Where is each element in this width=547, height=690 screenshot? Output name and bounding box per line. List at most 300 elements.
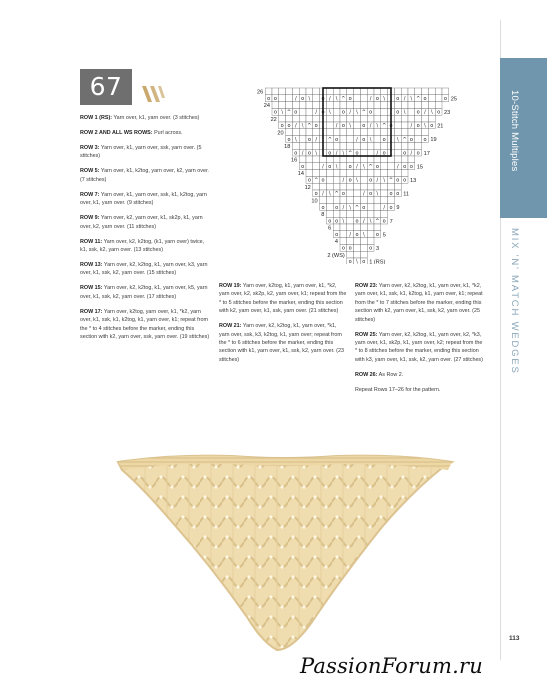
chart-cell: [360, 102, 367, 109]
chart-cell: [401, 122, 408, 129]
chart-cell: [360, 244, 367, 251]
chart-cell: [320, 197, 327, 204]
row-label: ROW 2 AND ALL WS ROWS:: [80, 130, 153, 136]
chart-cell: [415, 102, 422, 109]
chart-symbol: o: [294, 150, 298, 157]
chart-cell: [374, 102, 381, 109]
chart-cell: [333, 156, 340, 163]
chart-symbol: ^: [375, 218, 380, 225]
chart-cell: [360, 129, 367, 136]
chart-cell: [340, 156, 347, 163]
chart-symbol: \: [328, 191, 331, 198]
chart-cell: [360, 142, 367, 149]
chart-symbol: \: [301, 123, 304, 130]
chart-cell: [333, 129, 340, 136]
chart-cell: [354, 115, 361, 122]
chart-symbol: \: [369, 218, 372, 225]
chart-symbol: o: [423, 136, 427, 143]
chart-row-label-rs: 1 (RS): [369, 259, 386, 264]
chart-cell: [388, 170, 395, 177]
chart-cell: [367, 115, 374, 122]
chart-symbol: \: [356, 109, 358, 116]
row-text: Yarn over, k2tog, k1, yarn over, k1, *k2, yarn over, k2, sk2p, k2, yarn over, k1; repeat from the * to 5 stitches before the marker, ending this section with k2, yarn over, k1, ssk, yarn over. (21 stitches): [219, 283, 347, 315]
chart-cell: [279, 102, 286, 109]
chart-cell: [333, 210, 340, 217]
row-text: Yarn over, k2tog, yarn over, k1, *k2, yarn over, k1, ssk, k1, k2tog, k1, yarn over, k1; repeat from the * to 4 stitches before the marker, ending this section with k2, yarn over, ssk, yarn over. (19 stitches): [80, 308, 210, 341]
row-label: ROW 15:: [80, 285, 103, 292]
chart-symbol: o: [362, 136, 366, 143]
chart-cell: [347, 170, 354, 177]
instructions-column-3: [355, 282, 485, 401]
chart-symbol: /: [328, 96, 331, 102]
chart-row-label-rs: 23: [444, 110, 451, 116]
chart-symbol: o: [273, 109, 277, 116]
chart-cell: [374, 115, 381, 122]
chart-symbol: \: [281, 109, 284, 116]
chart-cell: [381, 190, 388, 197]
chart-cell: [313, 170, 320, 177]
chart-symbol: o: [362, 259, 366, 264]
chart-cell: [340, 115, 347, 122]
chart-symbol: /: [410, 123, 413, 130]
chart-cell: [272, 88, 279, 95]
chart-symbol: o: [335, 204, 339, 211]
chart-symbol: /: [335, 123, 338, 130]
chart-cell: [360, 210, 367, 217]
chart-cell: [333, 170, 340, 177]
chart-symbol: \: [335, 164, 338, 170]
instruction-row: [219, 322, 347, 364]
row-label: ROW 9:: [80, 215, 100, 222]
chart-cell: [279, 115, 286, 122]
chart-cell: [435, 102, 442, 109]
chart-symbol: o: [389, 123, 393, 130]
instruction-row: [355, 331, 485, 365]
chart-cell: [313, 88, 320, 95]
instruction-row: [80, 144, 212, 161]
chart-cell: [360, 224, 367, 231]
chart-cell: [354, 88, 361, 95]
row-label: ROW 19:: [219, 283, 242, 289]
chart-cell: [415, 136, 422, 143]
chart-symbol: /: [390, 136, 392, 143]
chart-row-label-rs: 17: [423, 150, 430, 157]
chart-cell: [381, 142, 388, 149]
chart-cell: [347, 115, 354, 122]
chart-symbol: o: [382, 218, 386, 225]
instruction-row: [80, 167, 212, 184]
chart-symbol: /: [342, 204, 345, 211]
chart-row-label-ws: 4: [334, 239, 338, 246]
chart-cell: [279, 88, 286, 95]
chart-symbol: /: [356, 136, 358, 143]
chart-cell: [292, 115, 299, 122]
chart-symbol: \: [430, 109, 433, 116]
chart-row-label-rs: 11: [403, 191, 410, 198]
chart-cell: [347, 238, 354, 245]
chart-cell: [333, 224, 340, 231]
chart-cell: [340, 136, 347, 143]
chart-cell: [306, 115, 313, 122]
chart-symbol: o: [335, 232, 339, 238]
chart-cell: [367, 156, 374, 163]
instruction-row: [80, 129, 212, 137]
chart-row-label-rs: 21: [437, 123, 444, 130]
chart-symbol: o: [375, 232, 379, 238]
chart-cell: [340, 224, 347, 231]
chart-cell: [306, 129, 313, 136]
chart-cell: [360, 238, 367, 245]
chart-cell: [354, 183, 361, 190]
row-text: Yarn over, k2, yarn over, k1, sk2p, k1, yarn over, k2, yarn over. (11 stitches): [80, 215, 203, 230]
chart-symbol: /: [410, 150, 413, 157]
chart-symbol: o: [362, 123, 366, 130]
chart-cell: [299, 108, 306, 115]
chart-symbol: o: [369, 245, 373, 252]
chart-cell: [333, 183, 340, 190]
chart-cell: [354, 197, 361, 204]
chart-cell: [374, 197, 381, 204]
chart-cell: [340, 142, 347, 149]
chart-symbol: \: [410, 96, 413, 102]
chart-symbol: /: [349, 109, 352, 116]
chart-symbol: /: [424, 109, 426, 116]
chart-cell: [381, 115, 388, 122]
chart-symbol: o: [341, 245, 345, 252]
chart-cell: [347, 183, 354, 190]
chart-symbol: o: [396, 109, 400, 116]
chart-symbol: o: [369, 191, 373, 198]
chart-cell: [401, 129, 408, 136]
chart-symbol: o: [403, 164, 407, 170]
chart-cell: [354, 170, 361, 177]
chart-symbol: o: [341, 109, 345, 116]
chart-cell: [381, 210, 388, 217]
chart-symbol: ^: [327, 136, 332, 143]
chart-cell: [360, 176, 367, 183]
chart-cell: [354, 224, 361, 231]
chart-symbol: o: [321, 109, 325, 116]
chart-cell: [408, 142, 415, 149]
watermark-text: PassionForum.ru: [300, 654, 483, 678]
row-text: Purl across.: [152, 130, 183, 136]
chart-symbol: ^: [388, 177, 394, 184]
chart-cell: [415, 142, 422, 149]
chart-row-label-rs: 5: [382, 232, 386, 239]
chart-symbol: /: [376, 150, 379, 157]
chart-symbol: o: [267, 96, 271, 102]
chart-cell: [326, 129, 333, 136]
chart-symbol: o: [375, 164, 379, 170]
chart-symbol: ^: [416, 96, 421, 102]
chart-row-label-rs: 9: [396, 205, 400, 212]
chart-symbol: \: [376, 191, 379, 198]
instruction-row: [80, 284, 212, 301]
chart-cell: [367, 204, 374, 211]
chart-cell: [286, 95, 293, 102]
chart-cell: [374, 183, 381, 190]
chart-cell: [394, 149, 401, 156]
chart-cell: [333, 197, 340, 204]
chart-cell: [388, 156, 395, 163]
chart-cell: [292, 142, 299, 149]
chart-cell: [326, 115, 333, 122]
chart-cell: [394, 88, 401, 95]
chart-cell: [381, 183, 388, 190]
chart-cell: [306, 170, 313, 177]
chart-cell: [360, 170, 367, 177]
chart-cell: [299, 142, 306, 149]
instruction-row: [80, 261, 212, 278]
chart-cell: [435, 95, 442, 102]
chart-cell: [313, 183, 320, 190]
chart-cell: [340, 231, 347, 238]
chart-symbol: ^: [348, 150, 353, 157]
chart-cell: [313, 163, 320, 170]
chart-cell: [292, 88, 299, 95]
instructions-column-2: [219, 282, 347, 371]
chart-symbol: /: [403, 96, 406, 102]
chart-symbol: o: [396, 96, 400, 102]
chart-cell: [299, 129, 306, 136]
chart-row-label-ws: 22: [270, 116, 277, 123]
chart-cell: [326, 176, 333, 183]
chart-symbol: o: [369, 109, 373, 116]
chart-cell: [299, 136, 306, 143]
chart-cell: [340, 197, 347, 204]
chart-cell: [422, 88, 429, 95]
chart-cell: [326, 204, 333, 211]
chart-symbol: o: [430, 123, 434, 130]
chart-symbol: o: [416, 123, 420, 130]
chart-cell: [367, 142, 374, 149]
chart-symbol: o: [328, 164, 332, 170]
chart-symbol: o: [301, 96, 305, 102]
row-text: Yarn over, k1, yarn over, ssk, k1, k2tog, yarn over, k1, yarn over. (9 stitches): [80, 191, 207, 207]
instructions-column-1: [80, 114, 212, 348]
chart-row-label-rs: 13: [410, 178, 417, 184]
chart-cell: [272, 102, 279, 109]
chart-cell: [381, 129, 388, 136]
chart-symbol: o: [328, 218, 332, 225]
chart-cell: [401, 102, 408, 109]
chart-symbol: o: [341, 123, 345, 130]
chart-cell: [333, 176, 340, 183]
chart-cell: [401, 142, 408, 149]
chart-symbol: o: [307, 136, 311, 143]
chart-cell: [408, 108, 415, 115]
chart-row-label-rs: 7: [389, 218, 393, 225]
chart-symbol: \: [349, 123, 352, 130]
chart-symbol: /: [390, 109, 392, 116]
chart-cell: [347, 224, 354, 231]
chart-symbol: o: [423, 96, 427, 102]
chart-symbol: o: [389, 204, 393, 211]
chart-cell: [333, 108, 340, 115]
chart-cell: [428, 115, 435, 122]
chart-symbol: o: [335, 136, 339, 143]
chart-cell: [367, 149, 374, 156]
chart-row-label-rs: 19: [430, 137, 437, 144]
chart-cell: [360, 95, 367, 102]
chart-row-label-rs: 3: [376, 246, 380, 252]
chart-cell: [340, 102, 347, 109]
chart-symbol: o: [382, 150, 386, 157]
chart-symbol: \: [396, 136, 399, 143]
instruction-row: [80, 238, 212, 255]
chart-cell: [408, 88, 415, 95]
chart-cell: [401, 88, 408, 95]
chart-cell: [367, 170, 374, 177]
chart-cell: [320, 170, 327, 177]
chart-cell: [326, 210, 333, 217]
chart-cell: [333, 88, 340, 95]
chart-cell: [354, 244, 361, 251]
chart-cell: [367, 238, 374, 245]
chart-symbol: /: [396, 164, 399, 170]
chart-symbol: \: [383, 177, 386, 184]
chart-symbol: o: [321, 96, 325, 102]
chart-cell: [279, 95, 286, 102]
chart-symbol: o: [348, 177, 352, 184]
row-text: Yarn over, k1, yarn over. (3 stitches): [112, 115, 200, 121]
chart-symbol: /: [369, 123, 372, 130]
chart-cell: [306, 88, 313, 95]
chart-cell: [333, 102, 340, 109]
chart-cell: [340, 183, 347, 190]
chart-cell: [428, 102, 435, 109]
chart-cell: [381, 156, 388, 163]
chart-cell: [347, 217, 354, 224]
section-title: MIX 'N' MATCH WEDGES: [509, 228, 520, 375]
chart-symbol: o: [409, 164, 413, 170]
chart-row-label-ws: 12: [304, 184, 311, 191]
chart-row-label-ws: 18: [284, 144, 291, 150]
chart-cell: [306, 142, 313, 149]
chart-cell: [360, 115, 367, 122]
chart-symbol: o: [287, 136, 291, 143]
chart-cell: [367, 129, 374, 136]
chart-cell: [415, 88, 422, 95]
chart-symbol: o: [403, 150, 407, 157]
chart-symbol: /: [369, 96, 372, 102]
chart-cell: [394, 122, 401, 129]
row-label: ROW 26:: [355, 371, 378, 378]
page-number: 113: [509, 635, 520, 642]
chart-cell: [320, 183, 327, 190]
chart-cell: [360, 156, 367, 163]
chart-symbol: o: [355, 150, 359, 157]
chart-symbol: o: [348, 164, 352, 170]
chart-cell: [360, 251, 367, 258]
chart-cell: [367, 231, 374, 238]
row-label: ROW 13:: [80, 262, 103, 269]
chart-symbol: o: [355, 232, 359, 238]
chart-symbol: /: [356, 164, 358, 170]
chart-symbol: /: [315, 109, 318, 116]
chart-symbol: o: [321, 204, 325, 211]
chart-symbol: /: [362, 218, 365, 225]
chart-cell: [374, 170, 381, 177]
chart-symbol: ^: [382, 123, 387, 130]
chart-cell: [422, 115, 429, 122]
chart-cell: [394, 183, 401, 190]
chart-cell: [374, 142, 381, 149]
chart-cell: [354, 210, 361, 217]
chart-cell: [374, 136, 381, 143]
chart-cell: [320, 156, 327, 163]
row-label: ROW 17:: [80, 308, 103, 315]
chart-cell: [415, 129, 422, 136]
chart-row-label-ws: 2 (WS): [327, 252, 345, 259]
chart-cell: [374, 88, 381, 95]
chart-symbol: \: [362, 232, 365, 238]
chart-cell: [360, 197, 367, 204]
chart-cell: [388, 163, 395, 170]
chart-symbol: /: [349, 232, 352, 238]
chart-symbol: \: [390, 150, 392, 157]
chart-cell: [313, 142, 320, 149]
chart-row-label-ws: 14: [297, 171, 304, 178]
chart-cell: [401, 115, 408, 122]
chart-cell: [340, 210, 347, 217]
chart-cell: [326, 102, 333, 109]
chart-cell: [347, 142, 354, 149]
row-text: Yarn over, k1, k2tog, yarn over, k2, yarn over. (7 stitches): [80, 168, 209, 183]
chart-symbol: /: [301, 150, 304, 157]
chart-cell: [299, 156, 306, 163]
chart-cell: [394, 142, 401, 149]
chart-symbol: o: [307, 150, 311, 157]
chart-cell: [374, 129, 381, 136]
chart-cell: [374, 210, 381, 217]
row-label: ROW 1 (RS):: [80, 115, 113, 121]
chart-cell: [401, 170, 408, 177]
chart-cell: [340, 238, 347, 245]
row-label: ROW 7:: [80, 191, 100, 198]
chart-cell: [347, 197, 354, 204]
chart-cell: [292, 102, 299, 109]
chart-symbol: ^: [361, 109, 366, 116]
chart-symbol: \: [356, 177, 358, 184]
chart-symbol: \: [335, 96, 338, 102]
chart-symbol: ^: [368, 164, 373, 170]
chart-symbol: o: [443, 96, 447, 102]
chart-cell: [347, 102, 354, 109]
chart-cell: [428, 88, 435, 95]
chart-symbol: o: [273, 96, 277, 102]
chart-symbol: o: [355, 218, 359, 225]
chart-symbol: \: [342, 218, 345, 225]
chart-cell: [265, 88, 272, 95]
chart-cell: [354, 95, 361, 102]
chart-symbol: /: [315, 136, 318, 143]
chart-cell: [422, 102, 429, 109]
chart-row-label-ws: 10: [311, 198, 318, 205]
chart-cell: [381, 170, 388, 177]
chart-cell: [381, 108, 388, 115]
instruction-row: [80, 214, 212, 231]
chart-cell: [313, 102, 320, 109]
chart-symbol: \: [383, 96, 386, 102]
chart-cell: [442, 88, 449, 95]
chart-row-label-ws: 20: [277, 130, 284, 137]
chart-cell: [306, 156, 313, 163]
chart-cell: [313, 115, 320, 122]
chart-cell: [415, 115, 422, 122]
chart-symbol: ^: [314, 177, 319, 184]
chart-cell: [326, 156, 333, 163]
